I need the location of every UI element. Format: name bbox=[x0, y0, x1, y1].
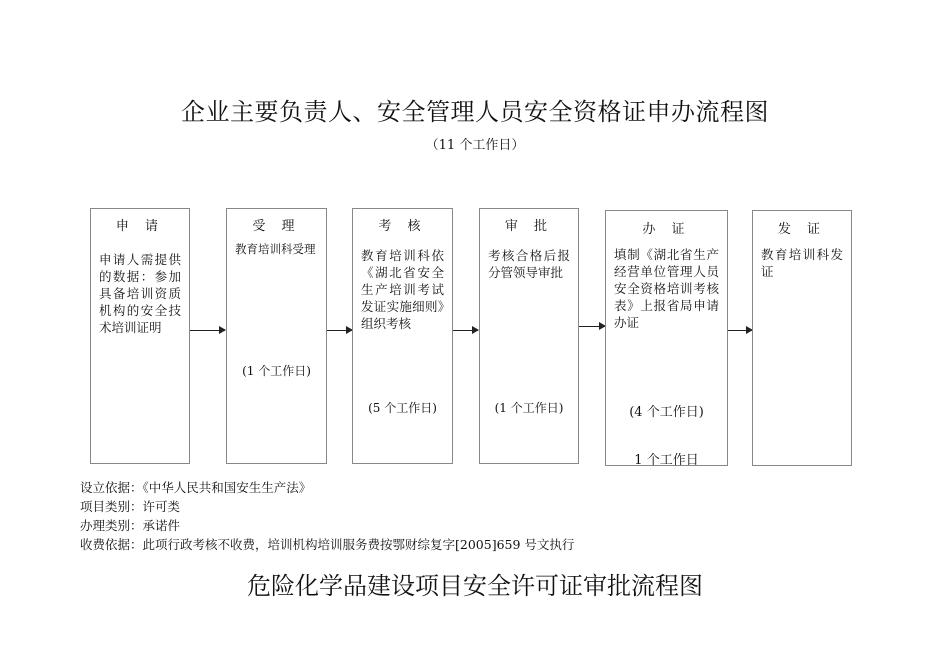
step-days: (1 个工作日) bbox=[494, 401, 564, 415]
page-title: 企业主要负责人、安全管理人员安全资格证申办流程图 bbox=[181, 98, 769, 126]
step-label: 申 请 bbox=[115, 219, 165, 234]
flow-arrow bbox=[728, 330, 752, 331]
step-days: (1 个工作日) bbox=[242, 364, 311, 378]
step-label: 办 证 bbox=[642, 222, 691, 237]
note-basis: 设立依据：《中华人民共和国安生生产法》 bbox=[80, 480, 312, 495]
note-fee-basis: 收费依据：此项行政考核不收费，培训机构培训服务费按鄂财综复字[2005]659 号文执行 bbox=[80, 537, 575, 552]
step-days: (5 个工作日) bbox=[368, 401, 437, 415]
step-days: (4 个工作日) bbox=[629, 405, 704, 420]
step-apply-box bbox=[90, 208, 190, 464]
step-desc: 申请人需提供的数据：参加具备培训资质机构的安全技术培训证明 bbox=[99, 252, 181, 335]
step-accept-box bbox=[226, 208, 327, 464]
flow-arrow bbox=[453, 330, 478, 331]
step-approve-box bbox=[479, 208, 579, 464]
step-desc: 考核合格后报分管领导审批 bbox=[488, 248, 570, 280]
step-issue-box bbox=[752, 210, 852, 466]
flow-arrow bbox=[190, 330, 225, 331]
note-category: 项目类别：许可类 bbox=[80, 499, 181, 514]
step-label: 考 核 bbox=[378, 219, 427, 234]
step-label: 审 批 bbox=[504, 219, 554, 234]
flow-arrow bbox=[579, 326, 605, 327]
page-subtitle: （11 个工作日） bbox=[425, 138, 525, 153]
notes-block bbox=[80, 478, 574, 554]
step-desc: 教育培训科依《湖北省安全生产培训考试发证实施细则》组织考核 bbox=[361, 248, 444, 331]
second-title: 危险化学品建设项目安全许可证审批流程图 bbox=[247, 572, 703, 600]
note-handling-type: 办理类别：承诺件 bbox=[80, 518, 181, 533]
step-desc: 填制《湖北省生产经营单位管理人员安全资格培训考核表》上报省局申请办证 bbox=[614, 247, 719, 330]
step-label: 受 理 bbox=[252, 219, 301, 234]
step-process-box bbox=[605, 210, 728, 466]
step-desc: 教育培训科受理 bbox=[235, 242, 316, 256]
flow-arrow bbox=[327, 330, 352, 331]
step-assess-box bbox=[352, 208, 453, 464]
step-label: 发 证 bbox=[777, 222, 827, 237]
step-extra-days: 1 个工作日 bbox=[634, 453, 699, 468]
step-desc: 教育培训科发证 bbox=[761, 247, 843, 279]
